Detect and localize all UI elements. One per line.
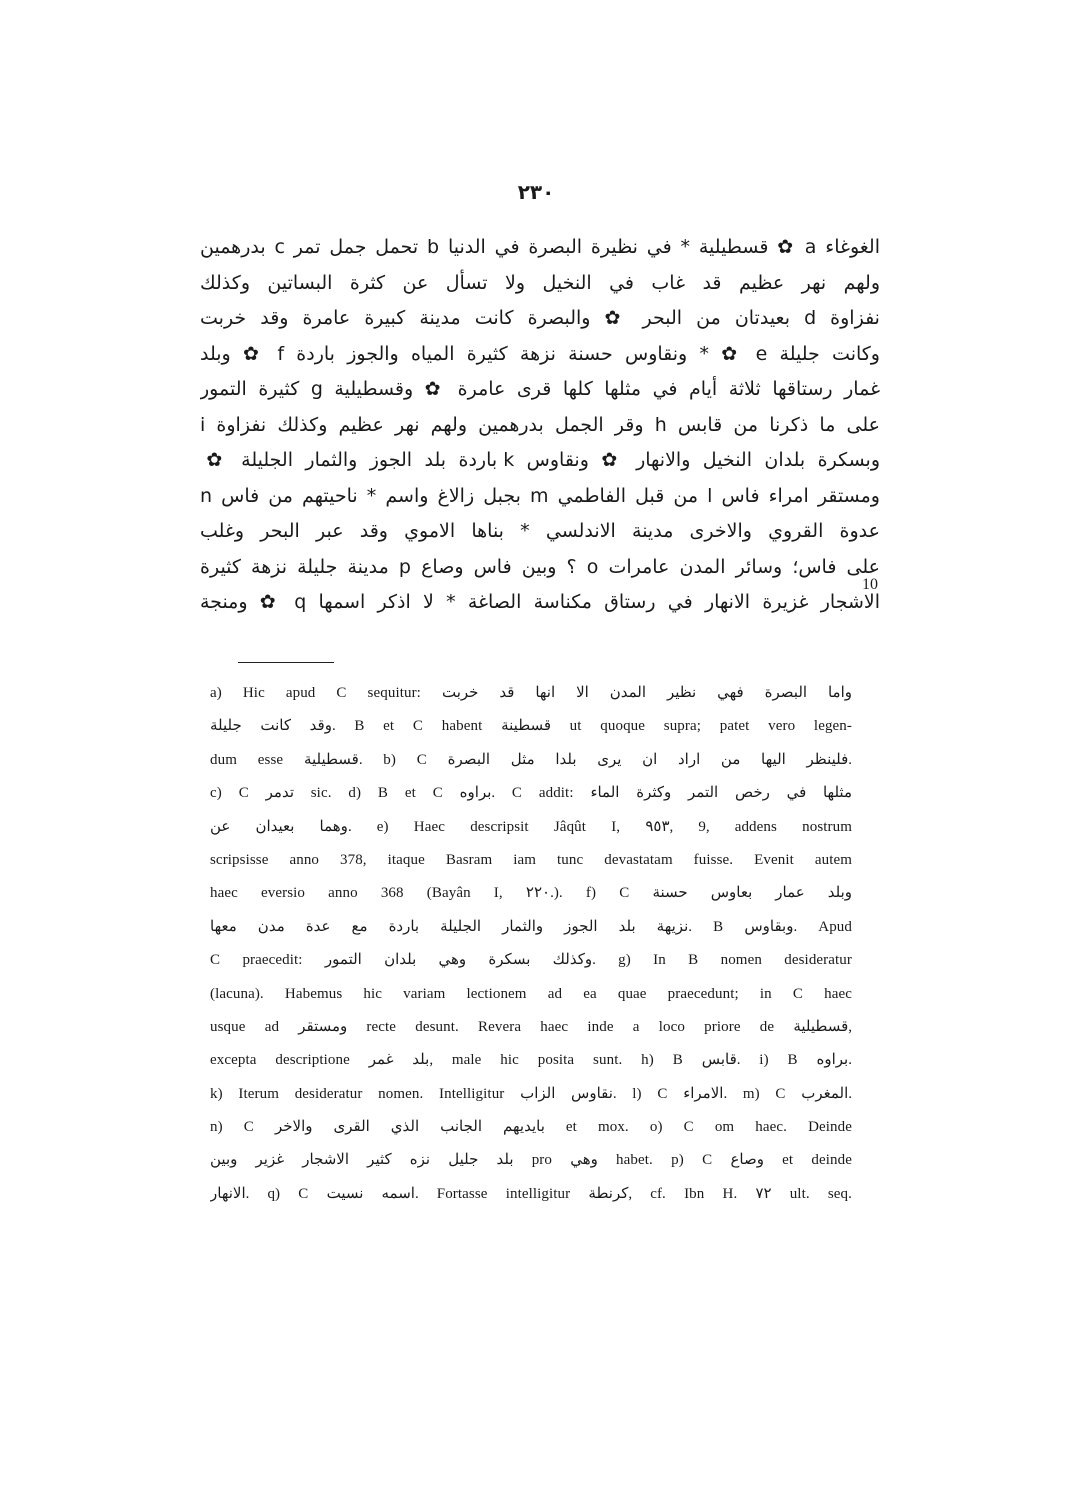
text-line: ومستقر امراء فاس l من قبل الفاطمي m بجبل زالاغ واسم * ناحيتهم من فاس n <box>200 484 880 507</box>
text-line: الغوغاء a ✿ قسطيلية * في نظيرة البصرة في الدنيا b تحمل جمل تمر c بدرهمين <box>200 236 880 258</box>
text-line: الاشجار غزيرة الانهار في رستاق مكناسة الصاغة * لا اذكر اسمها q ✿ ومنجة <box>200 591 880 613</box>
footnote-line: a) Hic apud C sequitur: واما البصرة فهي نظير المدن الا انها قد خربت <box>210 685 852 701</box>
footnotes <box>210 677 852 1211</box>
footnote-line: excepta descriptione بلد غمر, male hic posita sunt. h) B قابس. i) B براوه. <box>210 1052 852 1069</box>
footnote-line: k) Iterum desideratur nomen. Intelligitur نقاوس الزاب. l) C الامراء. m) C المغرب. <box>210 1085 852 1102</box>
text-line: عدوة القروي والاخرى مدينة الاندلسي * بناها الاموي وقد عبر البحر وغلب <box>200 520 880 542</box>
footnote-line: بلد جليل نزه كثير الاشجار غزير وبين pro وهي habet. p) C وصاع et deinde <box>210 1152 852 1169</box>
footnote-line: (lacuna). Habemus hic variam lectionem ad ea quae praecedunt; in C haec <box>210 985 852 1002</box>
text-line: غمار رستاقها ثلاثة أيام في مثلها كلها قرى عامرة ✿ وقسطيلية g كثيرة التمور <box>200 378 880 400</box>
footnote-line: c) C تدمر sic. d) B et C براوه. C addit: مثلها في رخص التمر وكثرة الماء <box>210 785 852 802</box>
page-number: ٢٣٠ <box>517 180 555 204</box>
text-line: نفزاوة d بعيدتان من البحر ✿ والبصرة كانت مدينة كبيرة عامرة وقد خربت <box>200 307 880 329</box>
footnote-line: n) C بايديهم الجانب الذي القرى والاخر et mox. o) C om haec. Deinde <box>210 1119 852 1136</box>
footnote-line: scripsisse anno 378, itaque Basram iam tunc devastatam fuisse. Evenit autem <box>210 851 852 868</box>
text-line: وبسكرة بلدان النخيل والانهار ✿ ونقاوس k باردة بلد الجوز والثمار الجليلة ✿ <box>200 449 880 471</box>
footnote-line: وقد كانت جليلة. B et C habent قسطينة ut quoque supra; patet vero legen- <box>210 718 852 735</box>
text-line: على ما ذكرنا من قابس h وقر الجمل بدرهمين ولهم نهر عظيم وكذلك نفزاوة i <box>200 413 880 436</box>
text-line: وكانت جليلة e ✿ * ونقاوس حسنة نزهة كثيرة المياه والجوز باردة f ✿ وبلد <box>200 342 880 365</box>
footnote-line: وهما بعيدان عن. e) Haec descripsit Jâqût I, ٩٥٣, 9, addens nostrum <box>210 818 852 835</box>
text-line: على فاس؛ وسائر المدن عامرات o ؟ وبين فاس وصاع p مدينة جليلة نزهة كثيرة <box>200 555 880 578</box>
footnote-line: usque ad ومستقر recte desunt. Revera haec inde a loco priore de قسطيلية, <box>210 1018 852 1035</box>
main-text-body <box>200 230 880 621</box>
line-number-marker: 10 <box>862 576 878 593</box>
footnote-line: dum esse قسطيلية. b) C فلينظر اليها من اراد ان يرى بلدا مثل البصرة. <box>210 751 852 768</box>
footnote-line: haec eversio anno 368 (Bayân I, ٢٢٠.). f) C وبلد عمار بعاوس حسنة <box>210 885 852 902</box>
footnote-line: الانهار. q) C اسمه نسيت. Fortasse intelligitur كرنطة, cf. Ibn H. ٧٢ ult. seq. <box>210 1185 852 1202</box>
footnote-line: C praecedit: وكذلك بسكرة وهي بلدان التمور. g) In B nomen desideratur <box>210 952 852 969</box>
text-line: ولهم نهر عظيم قد غاب في النخيل ولا تسأل عن كثرة البساتين وكذلك <box>200 271 880 294</box>
footnote-separator <box>238 662 334 663</box>
footnote-line: نزيهة بلد الجوز والثمار الجليلة باردة مع عدة مدن معها. B وبقاوس. Apud <box>210 918 852 935</box>
